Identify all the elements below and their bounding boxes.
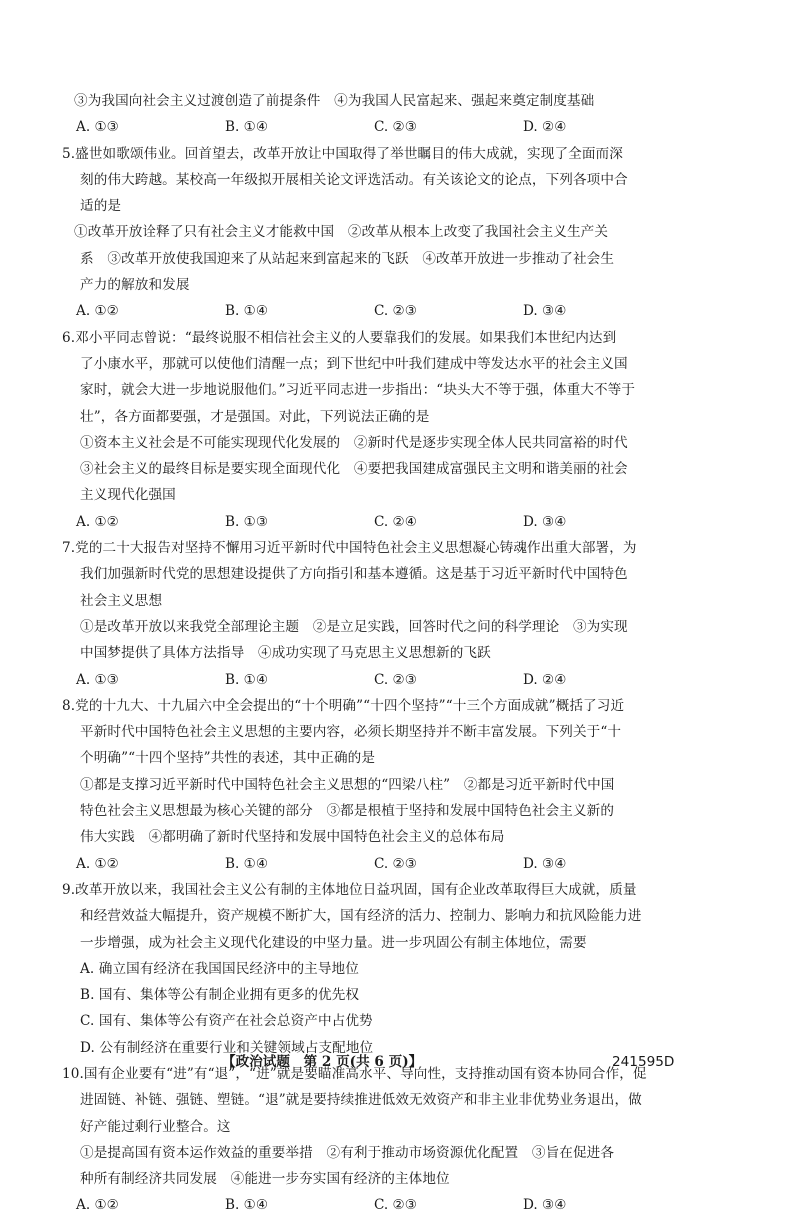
q9-option-b: B. 国有、集体等公有制企业拥有更多的优先权	[80, 987, 360, 1004]
q10-options	[62, 1192, 672, 1218]
option-c: C. ②③	[374, 855, 417, 872]
q9-option-d: D. 公有制经济在重要行业和关键领域占支配地位	[80, 1039, 374, 1056]
q9-option-a: A. 确立国有经济在我国国民经济中的主导地位	[80, 960, 359, 977]
q5-stem-line: 适的是	[80, 198, 122, 215]
q5-statement-line: 产力的解放和发展	[80, 277, 190, 294]
q6-stem-line: 家时，就会大进一步地说服他们。”习近平同志进一步指出：“块头大不等于强，体重大不等于	[80, 382, 636, 399]
q10-statement-line: 种所有制经济共同发展 ④能进一步夯实国有经济的主体地位	[80, 1171, 450, 1188]
option-a: A. ①②	[76, 1197, 119, 1214]
option-d: D. ③④	[523, 855, 567, 872]
q7-statement-line: ①是改革开放以来我党全部理论主题 ②是立足实践，回答时代之问的科学理论 ③为实现	[80, 618, 628, 635]
q8-statement-line: 伟大实践 ④都明确了新时代坚持和发展中国特色社会主义的总体布局	[80, 829, 505, 846]
option-b: B. ①④	[225, 303, 269, 320]
q9-stem-line: 和经营效益大幅提升，资产规模不断扩大，国有经济的活力、控制力、影响力和抗风险能力进	[80, 908, 642, 925]
page-footer	[0, 1051, 794, 1073]
q6-stem-line: 6.邓小平同志曾说：“最终说服不相信社会主义的人要靠我们的发展。如果我们本世纪内达到	[62, 329, 617, 346]
option-a: A. ①②	[76, 303, 119, 320]
q4-options	[62, 114, 672, 140]
q6-stem-line: 了小康水平，那就可以使他们清醒一点；到下世纪中叶我们建成中等发达水平的社会主义国	[80, 355, 628, 372]
q6-statement-line: 主义现代化强国	[80, 487, 176, 504]
q9-option-c: C. 国有、集体等公有资产在社会总资产中占优势	[80, 1013, 373, 1030]
option-d: D. ③④	[523, 513, 567, 530]
q7-statement-line: 中国梦提供了具体方法指导 ④成功实现了马克思主义思想新的飞跃	[80, 645, 491, 662]
q5-stem-line: 刻的伟大跨越。某校高一年级拟开展相关论文评选活动。有关该论文的论点，下列各项中合	[80, 171, 628, 188]
q7-stem-line: 7.党的二十大报告对坚持不懈用习近平新时代中国特色社会主义思想凝心铸魂作出重大部署，为	[62, 540, 637, 557]
option-c: C. ②③	[374, 671, 417, 688]
option-a: A. ①③	[76, 119, 119, 136]
option-c: C. ②③	[374, 1197, 417, 1214]
q8-statement-line: ①都是支撑习近平新时代中国特色社会主义思想的“四梁八柱” ②都是习近平新时代中国	[80, 776, 615, 793]
q6-options	[62, 509, 672, 535]
q8-stem-line: 个明确”“十四个坚持”共性的表述，其中正确的是	[80, 750, 376, 767]
q8-options	[62, 851, 672, 877]
option-a: A. ①③	[76, 671, 119, 688]
q6-stem-line: 壮”，各方面都要强，才是强国。对此，下列说法正确的是	[80, 408, 430, 425]
option-d: D. ②④	[523, 119, 567, 136]
option-a: A. ①②	[76, 513, 119, 530]
q10-stem-line: 好产能过剩行业整合。这	[80, 1118, 231, 1135]
option-d: D. ③④	[523, 303, 567, 320]
option-b: B. ①④	[225, 671, 269, 688]
option-c: C. ②③	[374, 303, 417, 320]
q10-stem-line: 10.国有企业要有“进”有“退”，“进”就是要瞄准高水平、导向性，支持推动国有资本协同合作，促	[62, 1065, 647, 1082]
option-b: B. ①③	[225, 513, 269, 530]
q6-statement-line: ①资本主义社会是不可能实现现代化发展的 ②新时代是逐步实现全体人民共同富裕的时代	[80, 434, 628, 451]
q8-stem-line: 平新时代中国特色社会主义思想的主要内容，必须长期坚持并不断丰富发展。下列关于“十	[80, 724, 622, 741]
page-content	[62, 88, 675, 1219]
q9-stem-line: 一步增强，成为社会主义现代化建设的中坚力量。进一步巩固公有制主体地位，需要	[80, 934, 587, 951]
q6-statement-line: ③社会主义的最终目标是要实现全面现代化 ④要把我国建成富强民主文明和谐美丽的社会	[80, 461, 628, 478]
option-a: A. ①②	[76, 855, 119, 872]
option-d: D. ③④	[523, 1197, 567, 1214]
q5-statement-line: ①改革开放诠释了只有社会主义才能救中国 ②改革从根本上改变了我国社会主义生产关	[74, 224, 609, 241]
footer-title: 【政治试题 第 2 页(共 6 页)】	[222, 1054, 423, 1070]
q7-stem-line: 社会主义思想	[80, 592, 163, 609]
option-b: B. ①④	[225, 1197, 269, 1214]
q5-options	[62, 298, 672, 324]
q8-statement-line: 特色社会主义思想最为核心关键的部分 ③都是根植于坚持和发展中国特色社会主义新的	[80, 803, 615, 820]
option-c: C. ②④	[374, 513, 417, 530]
option-b: B. ①④	[225, 855, 269, 872]
q10-statement-line: ①是提高国有资本运作效益的重要举措 ②有利于推动市场资源优化配置 ③旨在促进各	[80, 1144, 615, 1161]
q9-stem-line: 9.改革开放以来，我国社会主义公有制的主体地位日益巩固，国有企业改革取得巨大成就，质量	[62, 881, 637, 898]
footer-code: 241595D	[612, 1054, 675, 1070]
q4-statement-line: ③为我国向社会主义过渡创造了前提条件 ④为我国人民富起来、强起来奠定制度基础	[74, 93, 595, 109]
q7-stem-line: 我们加强新时代党的思想建设提供了方向指引和基本遵循。这是基于习近平新时代中国特色	[80, 566, 628, 583]
q5-stem-line: 5.盛世如歌颂伟业。回首望去，改革开放让中国取得了举世瞩目的伟大成就，实现了全面而深	[62, 145, 623, 162]
q5-statement-line: 系 ③改革开放使我国迎来了从站起来到富起来的飞跃 ④改革开放进一步推动了社会生	[80, 250, 615, 267]
option-d: D. ②④	[523, 671, 567, 688]
q8-stem-line: 8.党的十九大、十九届六中全会提出的“十个明确”“十四个坚持”“十三个方面成就”概括了习近	[62, 697, 625, 714]
q7-options	[62, 667, 672, 693]
option-c: C. ②③	[374, 119, 417, 136]
q10-stem-line: 进固链、补链、强链、塑链。“退”就是要持续推进低效无效资产和非主业非优势业务退出，做	[80, 1092, 642, 1109]
option-b: B. ①④	[225, 119, 269, 136]
